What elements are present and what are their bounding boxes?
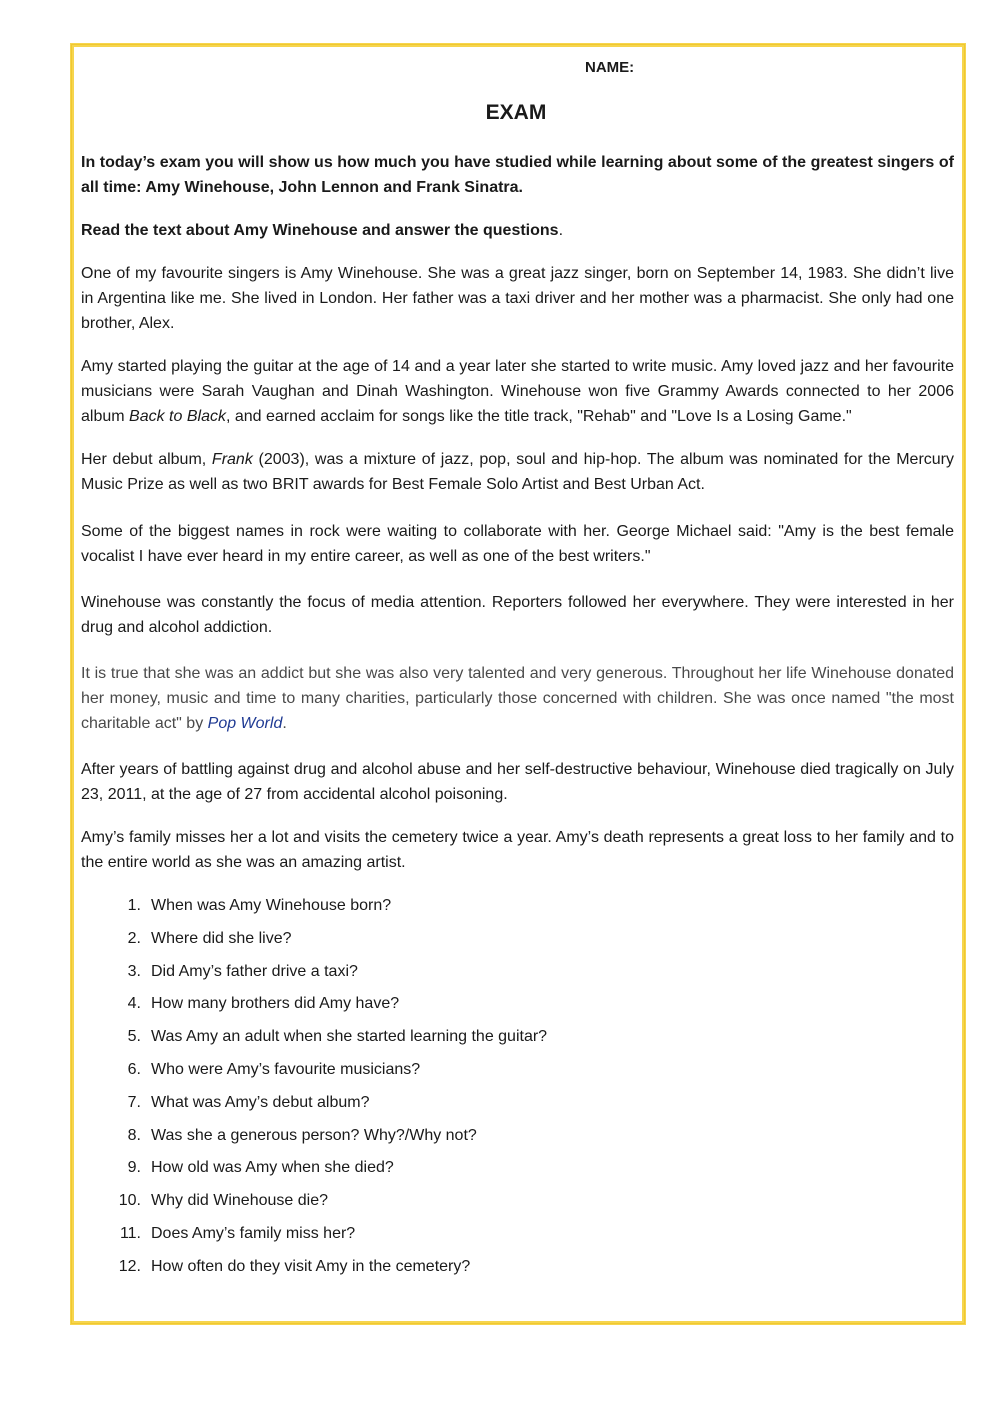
p2-part-b: , and earned acclaim for songs like the title track, "Rehab" and "Love Is a Losing Game.": [225, 408, 852, 425]
question-text: Why did Winehouse die?: [151, 1192, 328, 1210]
question-text: Does Amy’s family miss her?: [151, 1224, 356, 1242]
p3-part-b: (2003), was a mixture of jazz, pop, soul and hip-hop. The album was nominated for the Mercury Music Prize as well as two BRIT awards for Best Female Solo Artist and Best Urban Act.: [81, 451, 955, 493]
page-title: EXAM: [485, 101, 547, 124]
text-paragraph-2: [81, 354, 954, 429]
question-number: 4.: [127, 995, 141, 1013]
p6-part-b: .: [282, 715, 287, 732]
question-item: [81, 1057, 954, 1090]
p3-part-a: Her debut album,: [81, 451, 212, 468]
question-number: 3.: [127, 962, 141, 980]
question-item: [81, 926, 954, 959]
question-text: Who were Amy’s favourite musicians?: [151, 1060, 421, 1078]
name-label: NAME:: [585, 59, 635, 76]
question-item: [81, 1024, 954, 1057]
question-item: [81, 1123, 954, 1156]
question-number: 8.: [127, 1126, 141, 1144]
question-number: 9.: [127, 1159, 141, 1177]
question-number: 12.: [118, 1257, 141, 1275]
source-pop-world: Pop World: [207, 715, 283, 732]
question-number: 5.: [127, 1028, 141, 1046]
question-text: When was Amy Winehouse born?: [151, 897, 392, 914]
questions-list: [81, 893, 954, 1287]
question-text: How often do they visit Amy in the cemetery?: [151, 1257, 471, 1275]
question-number: 1.: [127, 897, 141, 914]
question-text: What was Amy’s debut album?: [151, 1093, 370, 1111]
question-number: 11.: [119, 1224, 141, 1242]
question-text: Was Amy an adult when she started learning the guitar?: [151, 1028, 548, 1046]
question-item: [81, 1188, 954, 1221]
question-item: [81, 1254, 954, 1287]
question-text: How many brothers did Amy have?: [151, 995, 400, 1013]
question-number: 7.: [127, 1093, 141, 1111]
question-item: [81, 1090, 954, 1123]
text-paragraph-8: Amy’s family misses her a lot and visits the cemetery twice a year. Amy’s death represents a great loss to her family and to the entire world as she was an amazing artist.: [81, 829, 954, 871]
text-paragraph-1: One of my favourite singers is Amy Winehouse. She was a great jazz singer, born on September 14, 1983. She didn’t live in Argentina like me. She lived in London. Her father was a taxi driver and her mother was a pharmacist. She only had one brother, Alex.: [81, 265, 954, 332]
instruction-paragraph: [81, 218, 954, 243]
question-number: 2.: [127, 929, 141, 947]
question-item: [81, 1221, 954, 1254]
question-text: How old was Amy when she died?: [151, 1159, 394, 1177]
instruction-period: .: [558, 222, 564, 239]
question-text: Did Amy’s father drive a taxi?: [151, 962, 358, 980]
question-number: 6.: [127, 1060, 141, 1078]
text-paragraph-5: Winehouse was constantly the focus of media attention. Reporters followed her everywhere. They were interested in her drug and alcohol addiction.: [81, 594, 954, 636]
exam-content: [81, 150, 954, 1287]
question-item: [81, 959, 954, 992]
question-item: [81, 1155, 954, 1188]
p2-part-a: Amy started playing the guitar at the age of 14 and a year later she started to write music. Amy loved jazz and her favourite musicians were Sarah Vaughan and Dinah Washington. Winehouse won five Grammy Awards connected to her 2006 album: [81, 358, 954, 425]
question-number: 10.: [118, 1192, 141, 1210]
question-text: Where did she live?: [151, 929, 292, 947]
question-item: [81, 893, 954, 926]
question-item: [81, 991, 954, 1024]
question-text: Was she a generous person? Why?/Why not?: [151, 1126, 477, 1144]
text-paragraph-4: Some of the biggest names in rock were waiting to collaborate with her. George Michael said: "Amy is the best female vocalist I have ever heard in my entire career, as well as one of the best writers.": [81, 523, 954, 565]
album-frank: Frank: [211, 451, 253, 468]
album-back-to-black: Back to Black: [129, 408, 226, 425]
text-paragraph-6: [81, 661, 954, 736]
p6-part-a: It is true that she was an addict but she was also very talented and very generous. Throughout her life Winehouse donated her money, music and time to many charities, particularly those concerned with children. She was once named "the most charitable act" by: [81, 665, 954, 732]
instruction-text: Read the text about Amy Winehouse and answer the questions: [81, 222, 559, 239]
intro-paragraph: In today’s exam you will show us how much you have studied while learning about some of the greatest singers of all time: Amy Winehouse, John Lennon and Frank Sinatra.: [81, 154, 954, 196]
text-paragraph-3: [81, 447, 954, 497]
text-paragraph-7: After years of battling against drug and alcohol abuse and her self-destructive behaviour, Winehouse died tragically on July 23, 2011, at the age of 27 from accidental alcohol poisoning.: [81, 761, 954, 803]
